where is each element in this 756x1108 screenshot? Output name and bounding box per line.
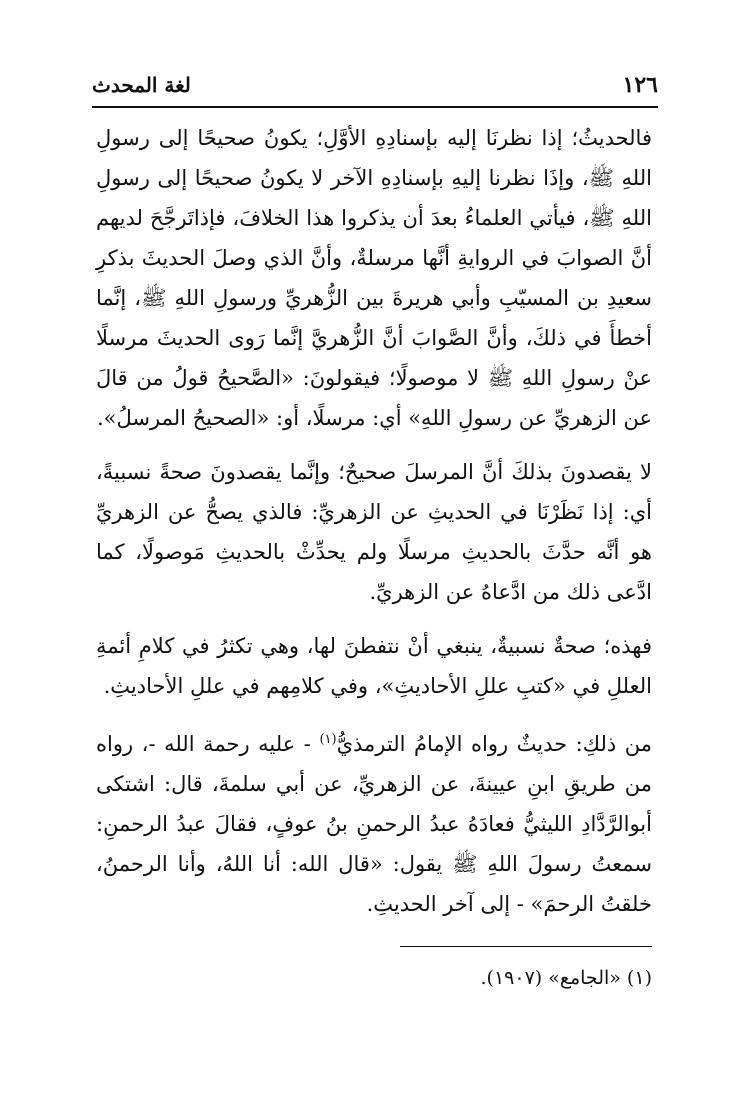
main-text bbox=[96, 118, 652, 938]
footnote: (١) «الجامع» (١٩٠٧). bbox=[480, 967, 652, 989]
running-title: لغة المحدث bbox=[92, 73, 191, 97]
paragraph-2: لا يقصدونَ بذلكَ أنَّ المرسلَ صحيحٌ؛ وإنَّما يقصدونَ صحةً نسبيةً، أي: إذا نَظَرْنَا في الحديثِ عن الزهريِّ: فالذي يصحُّ عن الزهريِّ هو أنَّه حدَّثَ بالحديثِ مرسلًا ولم يحدِّثْ بالحديثِ مَوصولًا، كما ادَّعى ذلك من ادَّعاهُ عن الزهريِّ. bbox=[96, 460, 652, 604]
page-number: ١٢٦ bbox=[622, 72, 658, 98]
paragraph-4-rest: - عليه رحمة الله -، رواه من طريقِ ابنِ عيينةَ، عن الزهريِّ، عن أبي سلمةَ، قال: اشتكى أبوالرَّدَّادِ الليثيُّ فعادَهُ عبدُ الرحمنِ بنُ عوفٍ، فقالَ عبدُ الرحمنِ: سمعتُ رسولَ اللهِ ﷺ يقول: «قال الله: أنا اللهُ، وأنا الرحمنُ، خلقتُ الرحمَ» - إلى آخر الحديثِ. bbox=[96, 732, 652, 916]
footnote-rule bbox=[400, 946, 652, 947]
paragraph-4 bbox=[96, 720, 652, 924]
paragraph-4-start: من ذلكِ: حديثٌ رواه الإمامُ الترمذيُّ bbox=[336, 732, 652, 756]
paragraph-3: فهذه؛ صحةٌ نسبيةٌ، ينبغي أنْ نتفطنَ لها، وهي تكثرُ في كلامِ أئمةِ العللِ في «كتبِ عللِ الأحاديثِ»، وفي كلامِهم في عللِ الأحاديثِ. bbox=[96, 634, 652, 698]
header-rule bbox=[92, 106, 658, 108]
paragraph-1: فالحديثُ؛ إذا نظرنَا إليه بإسنادِهِ الأوَّلِ؛ يكونُ صحيحًا إلى رسولِ اللهِ ﷺ، وإذَا نظرنا إليهِ بإسنادِهِ الآخر لا يكونُ صحيحًا إلى رسولِ اللهِ ﷺ، فيأتي العلماءُ بعدَ أن يذكروا هذا الخلافَ، فإذاتَرجَّحَ لديهم أنَّ الصوابَ في الروايةِ أنَّها مرسلةٌ، وأنَّ الذي وصلَ الحديثَ بذكرِ سعيدِ بن المسيّبِ وأبي هريرةَ بين الزُّهريِّ ورسولِ اللهِ ﷺ، إنَّما أخطأَ في ذلكَ، وأنَّ الصَّوابَ أنَّ الزُّهريَّ إنَّما رَوى الحديثَ مرسلًا عنْ رسولِ اللهِ ﷺ لا موصولًا؛ فيقولونَ: «الصَّحيحُ قولُ من قالَ عن الزهريِّ عن رسولِ اللهِ» أي: مرسلًا، أو: «الصحيحُ المرسلُ». bbox=[96, 126, 652, 430]
page-header bbox=[92, 68, 658, 102]
footnote-marker: (١) bbox=[319, 732, 337, 747]
